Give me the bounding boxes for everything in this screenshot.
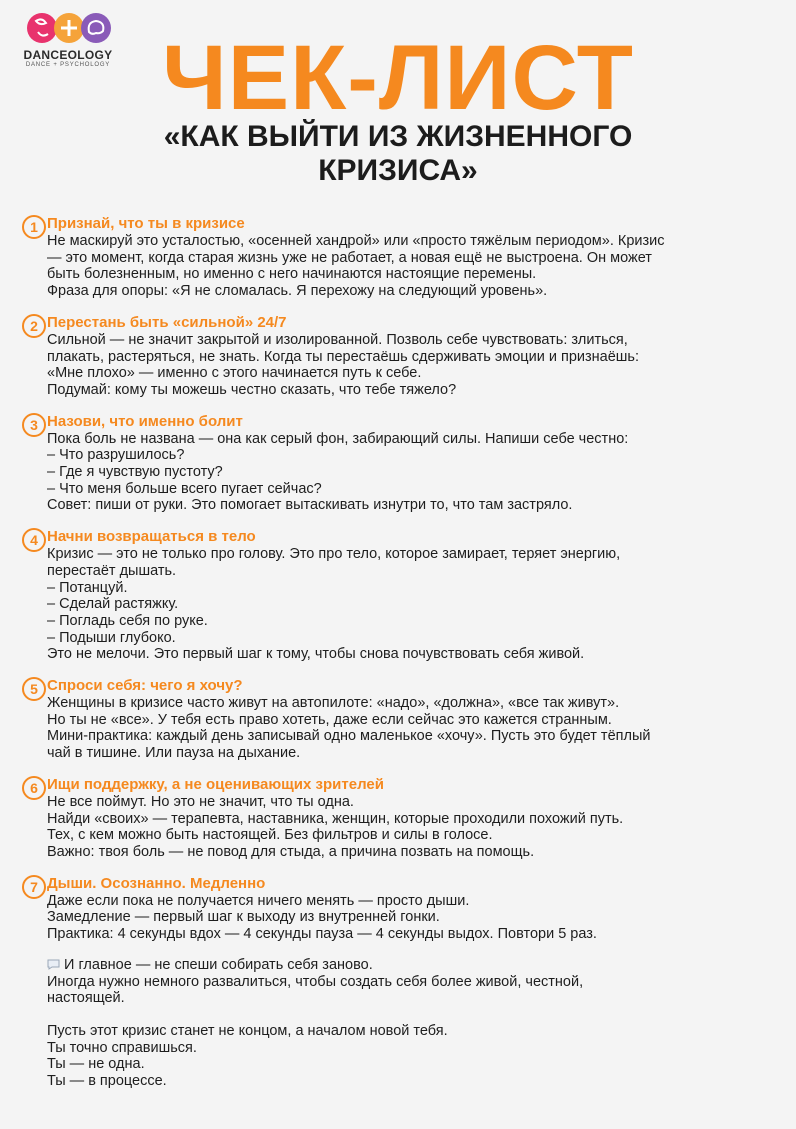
section-number-badge: 3 [22, 413, 46, 437]
section-title: Перестань быть «сильной» 24/7 [47, 313, 287, 331]
section-text-line: Даже если пока не получается ничего менять — просто дыши. [47, 892, 470, 909]
subtitle-line-2: КРИЗИСА» [318, 154, 478, 187]
section-title: Спроси себя: чего я хочу? [47, 677, 243, 695]
page-subtitle [0, 120, 796, 188]
section-text-line: Найди «своих» — терапевта, наставника, женщин, которые проходили похожий путь. [47, 810, 624, 827]
section-text-line: Женщины в кризисе часто живут на автопилоте: «надо», «должна», «все так живут». [47, 695, 620, 712]
section-title: Ищи поддержку, а не оценивающих зрителей [47, 775, 384, 793]
section-text-line: Не маскируй это усталостью, «осенней хандрой» или «просто тяжёлым периодом». Кризис [47, 233, 665, 249]
section-number-badge: 4 [22, 528, 46, 552]
section-text-line: Кризис — это не только про голову. Это про тело, которое замирает, теряет энергию, [47, 546, 621, 563]
logo-subtitle: DANCE + PSYCHOLOGY [25, 62, 111, 68]
section-title: Начни возвращаться в тело [47, 528, 256, 546]
section-text-line: Это не мелочи. Это первый шаг к тому, чтобы снова почувствовать себя живой. [47, 646, 585, 663]
section-title: Признай, что ты в кризисе [47, 215, 245, 232]
section-text-line: Не все поймут. Но это не значит, что ты одна. [47, 793, 354, 810]
closing-text-line [47, 957, 767, 974]
final-text-line: Ты точно справишься. [47, 1039, 197, 1056]
final-text-line: Ты — в процессе. [47, 1073, 167, 1090]
section-text-line: Мини-практика: каждый день записывай одно маленькое «хочу». Пусть это будет тёплый [47, 728, 651, 745]
page-title: ЧЕК-ЛИСТ [162, 27, 634, 129]
section-text-line: – Сделай растяжку. [47, 596, 179, 613]
section-text-line: Подумай: кому ты можешь честно сказать, что тебе тяжело? [47, 381, 457, 398]
checklist-section [0, 215, 796, 300]
closing-text-line [47, 974, 767, 991]
logo-name: DANCEOLOGY [23, 48, 113, 62]
final-text-line: Пусть этот кризис станет не концом, а началом новой тебя. [47, 1022, 448, 1039]
section-text-line: Сильной — не значит закрытой и изолированной. Позволь себе чувствовать: злиться, [47, 331, 628, 348]
section-text-line: — это момент, когда старая жизнь уже не работает, а новая ещё не выстроена. Он может [47, 249, 652, 266]
checklist-section [0, 314, 796, 399]
section-text-line: – Подыши глубоко. [47, 629, 176, 646]
final-text-line: Ты — не одна. [47, 1056, 145, 1073]
final-block [0, 1023, 796, 1090]
spacer [0, 1007, 796, 1023]
section-text-line: перестаёт дышать. [47, 562, 177, 579]
checklist [0, 215, 796, 1090]
closing-text: Иногда нужно немного развалиться, чтобы создать себя более живой, честной, [47, 973, 584, 990]
section-text-line: Но ты не «все». У тебя есть право хотеть, даже если сейчас это кажется странным. [47, 711, 612, 728]
section-title: Назови, что именно болит [47, 412, 243, 430]
subtitle-line-1: «КАК ВЫЙТИ ИЗ ЖИЗНЕННОГО [163, 120, 633, 153]
section-text-line: – Что разрушилось? [47, 447, 185, 464]
section-text-line: чай в тишине. Или пауза на дыхание. [47, 745, 301, 762]
section-text-line: Практика: 4 секунды вдох — 4 секунды пауза — 4 секунды выдох. Повтори 5 раз. [47, 926, 597, 943]
section-text-line: – Где я чувствую пустоту? [47, 464, 223, 481]
closing-text-line [47, 990, 767, 1007]
section-text-line: Важно: твоя боль — не повод для стыда, а причина позвать на помощь. [47, 843, 535, 860]
checklist-section [0, 677, 796, 762]
section-number-badge: 2 [22, 314, 46, 338]
section-text-line: «Мне плохо» — именно с этого начинается путь к себе. [47, 365, 422, 382]
section-number-badge: 1 [22, 215, 46, 239]
section-text-line: плакать, растеряться, не знать. Когда ты перестаёшь сдерживать эмоции и признаёшь: [47, 348, 639, 365]
closing-block [0, 957, 796, 1007]
section-text-line: Фраза для опоры: «Я не сломалась. Я перехожу на следующий уровень». [47, 283, 548, 300]
section-text-line: Пока боль не названа — она как серый фон, забирающий силы. Напиши себе честно: [47, 430, 629, 447]
section-text-line: быть болезненным, но именно с него начинаются настоящие перемены. [47, 266, 537, 283]
section-text-line: Совет: пиши от руки. Это помогает вытаскивать изнутри то, что там застряло. [47, 497, 573, 514]
section-text-line: Замедление — первый шаг к выходу из внутренней гонки. [47, 909, 440, 926]
checklist-section [0, 776, 796, 861]
section-number-badge: 5 [22, 677, 46, 701]
checklist-section [0, 875, 796, 943]
section-number-badge: 7 [22, 875, 46, 899]
section-text-line: – Погладь себя по руке. [47, 612, 208, 629]
section-text-line: – Потанцуй. [47, 579, 128, 596]
closing-text: И главное — не спеши собирать себя заново. [64, 956, 373, 973]
section-text-line: – Что меня больше всего пугает сейчас? [47, 480, 322, 497]
section-title: Дыши. Осознанно. Медленно [47, 874, 266, 892]
closing-text: настоящей. [47, 990, 125, 1007]
section-number-badge: 6 [22, 776, 46, 800]
section-text-line: Тех, с кем можно быть настоящей. Без фильтров и силы в голосе. [47, 827, 493, 844]
checklist-section [0, 528, 796, 663]
speech-bubble-icon [47, 959, 60, 970]
checklist-section [0, 413, 796, 515]
